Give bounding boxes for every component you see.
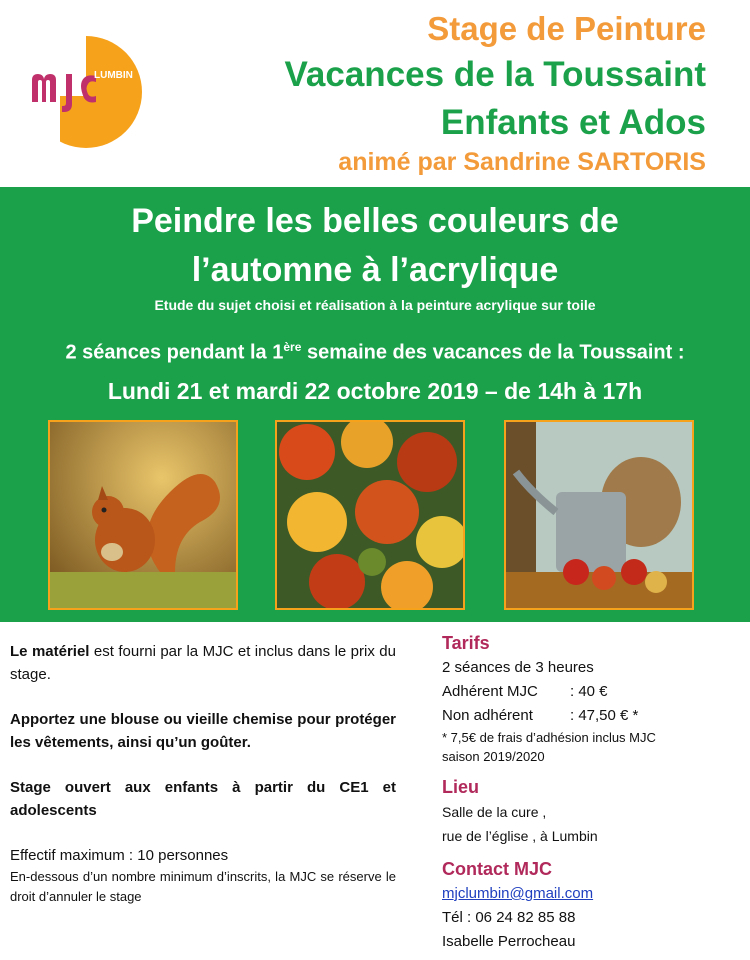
green-band <box>0 187 750 622</box>
band-dates: Lundi 21 et mardi 22 octobre 2019 – de 14h à 17h <box>107 378 643 404</box>
lieu-line-2: rue de l’église , à Lumbin <box>442 828 598 844</box>
lieu-line-1: Salle de la cure , <box>442 804 547 820</box>
tarifs-heading: Tarifs <box>442 633 490 653</box>
watering-can-apples-photo <box>504 420 694 610</box>
header-line-1: Stage de Peinture <box>427 10 706 47</box>
header-line-3: Enfants et Ados <box>440 103 706 142</box>
audience-paragraph: Stage ouvert aux enfants à partir du CE1 et adolescents <box>10 779 396 819</box>
autumn-leaves-photo <box>275 420 465 610</box>
mjc-logo <box>24 32 144 152</box>
tarifs-note-2: saison 2019/2020 <box>442 749 545 764</box>
band-title-2: l’automne à l’acrylique <box>191 251 559 289</box>
info-right-column <box>442 630 742 954</box>
band-subtitle: Etude du sujet choisi et réalisation à la peinture acrylique sur toile <box>154 297 596 313</box>
materials-paragraph <box>10 640 396 686</box>
tarif-nonmember <box>442 704 742 728</box>
bring-paragraph: Apportez une blouse ou vieille chemise pour protéger les vêtements, ainsi qu’un goûter. <box>10 711 396 751</box>
materials-rest: est fourni par la MJC et inclus dans le prix du stage. <box>10 643 396 683</box>
member-label: Adhérent MJC <box>442 683 538 700</box>
contact-email-link[interactable]: mjclumbin@gmail.com <box>442 885 594 902</box>
materials-bold: Le matériel <box>10 643 90 660</box>
logo-text: LUMBIN <box>94 70 133 81</box>
tarifs-line-1: 2 séances de 3 heures <box>442 659 594 676</box>
squirrel-photo <box>48 420 238 610</box>
sessions-sup: ère <box>283 340 302 354</box>
sessions-post: semaine des vacances de la Toussaint : <box>301 341 685 364</box>
info-left-column <box>10 640 396 907</box>
tarif-member <box>442 680 742 704</box>
band-sessions <box>0 340 750 365</box>
sessions-pre: 2 séances pendant la 1 <box>65 341 284 364</box>
band-title-1: Peindre les belles couleurs de <box>131 202 619 240</box>
member-price: : 40 € <box>570 683 608 700</box>
nonmember-price: : 47,50 € * <box>570 707 639 724</box>
tarifs-note-1: * 7,5€ de frais d’adhésion inclus MJC <box>442 730 656 745</box>
nonmember-label: Non adhérent <box>442 707 533 724</box>
contact-name: Isabelle Perrocheau <box>442 933 576 950</box>
header-line-4: animé par Sandrine SARTORIS <box>338 148 706 176</box>
capacity-line: Effectif maximum : 10 personnes <box>10 847 229 864</box>
contact-phone: Tél : 06 24 82 85 88 <box>442 909 576 926</box>
cancellation-note: En-dessous d’un nombre minimum d’inscrits, la MJC se réserve le droit d’annuler le stage <box>10 869 396 904</box>
lieu-heading: Lieu <box>442 777 480 797</box>
header-line-2: Vacances de la Toussaint <box>284 55 706 94</box>
contact-heading: Contact MJC <box>442 859 553 879</box>
